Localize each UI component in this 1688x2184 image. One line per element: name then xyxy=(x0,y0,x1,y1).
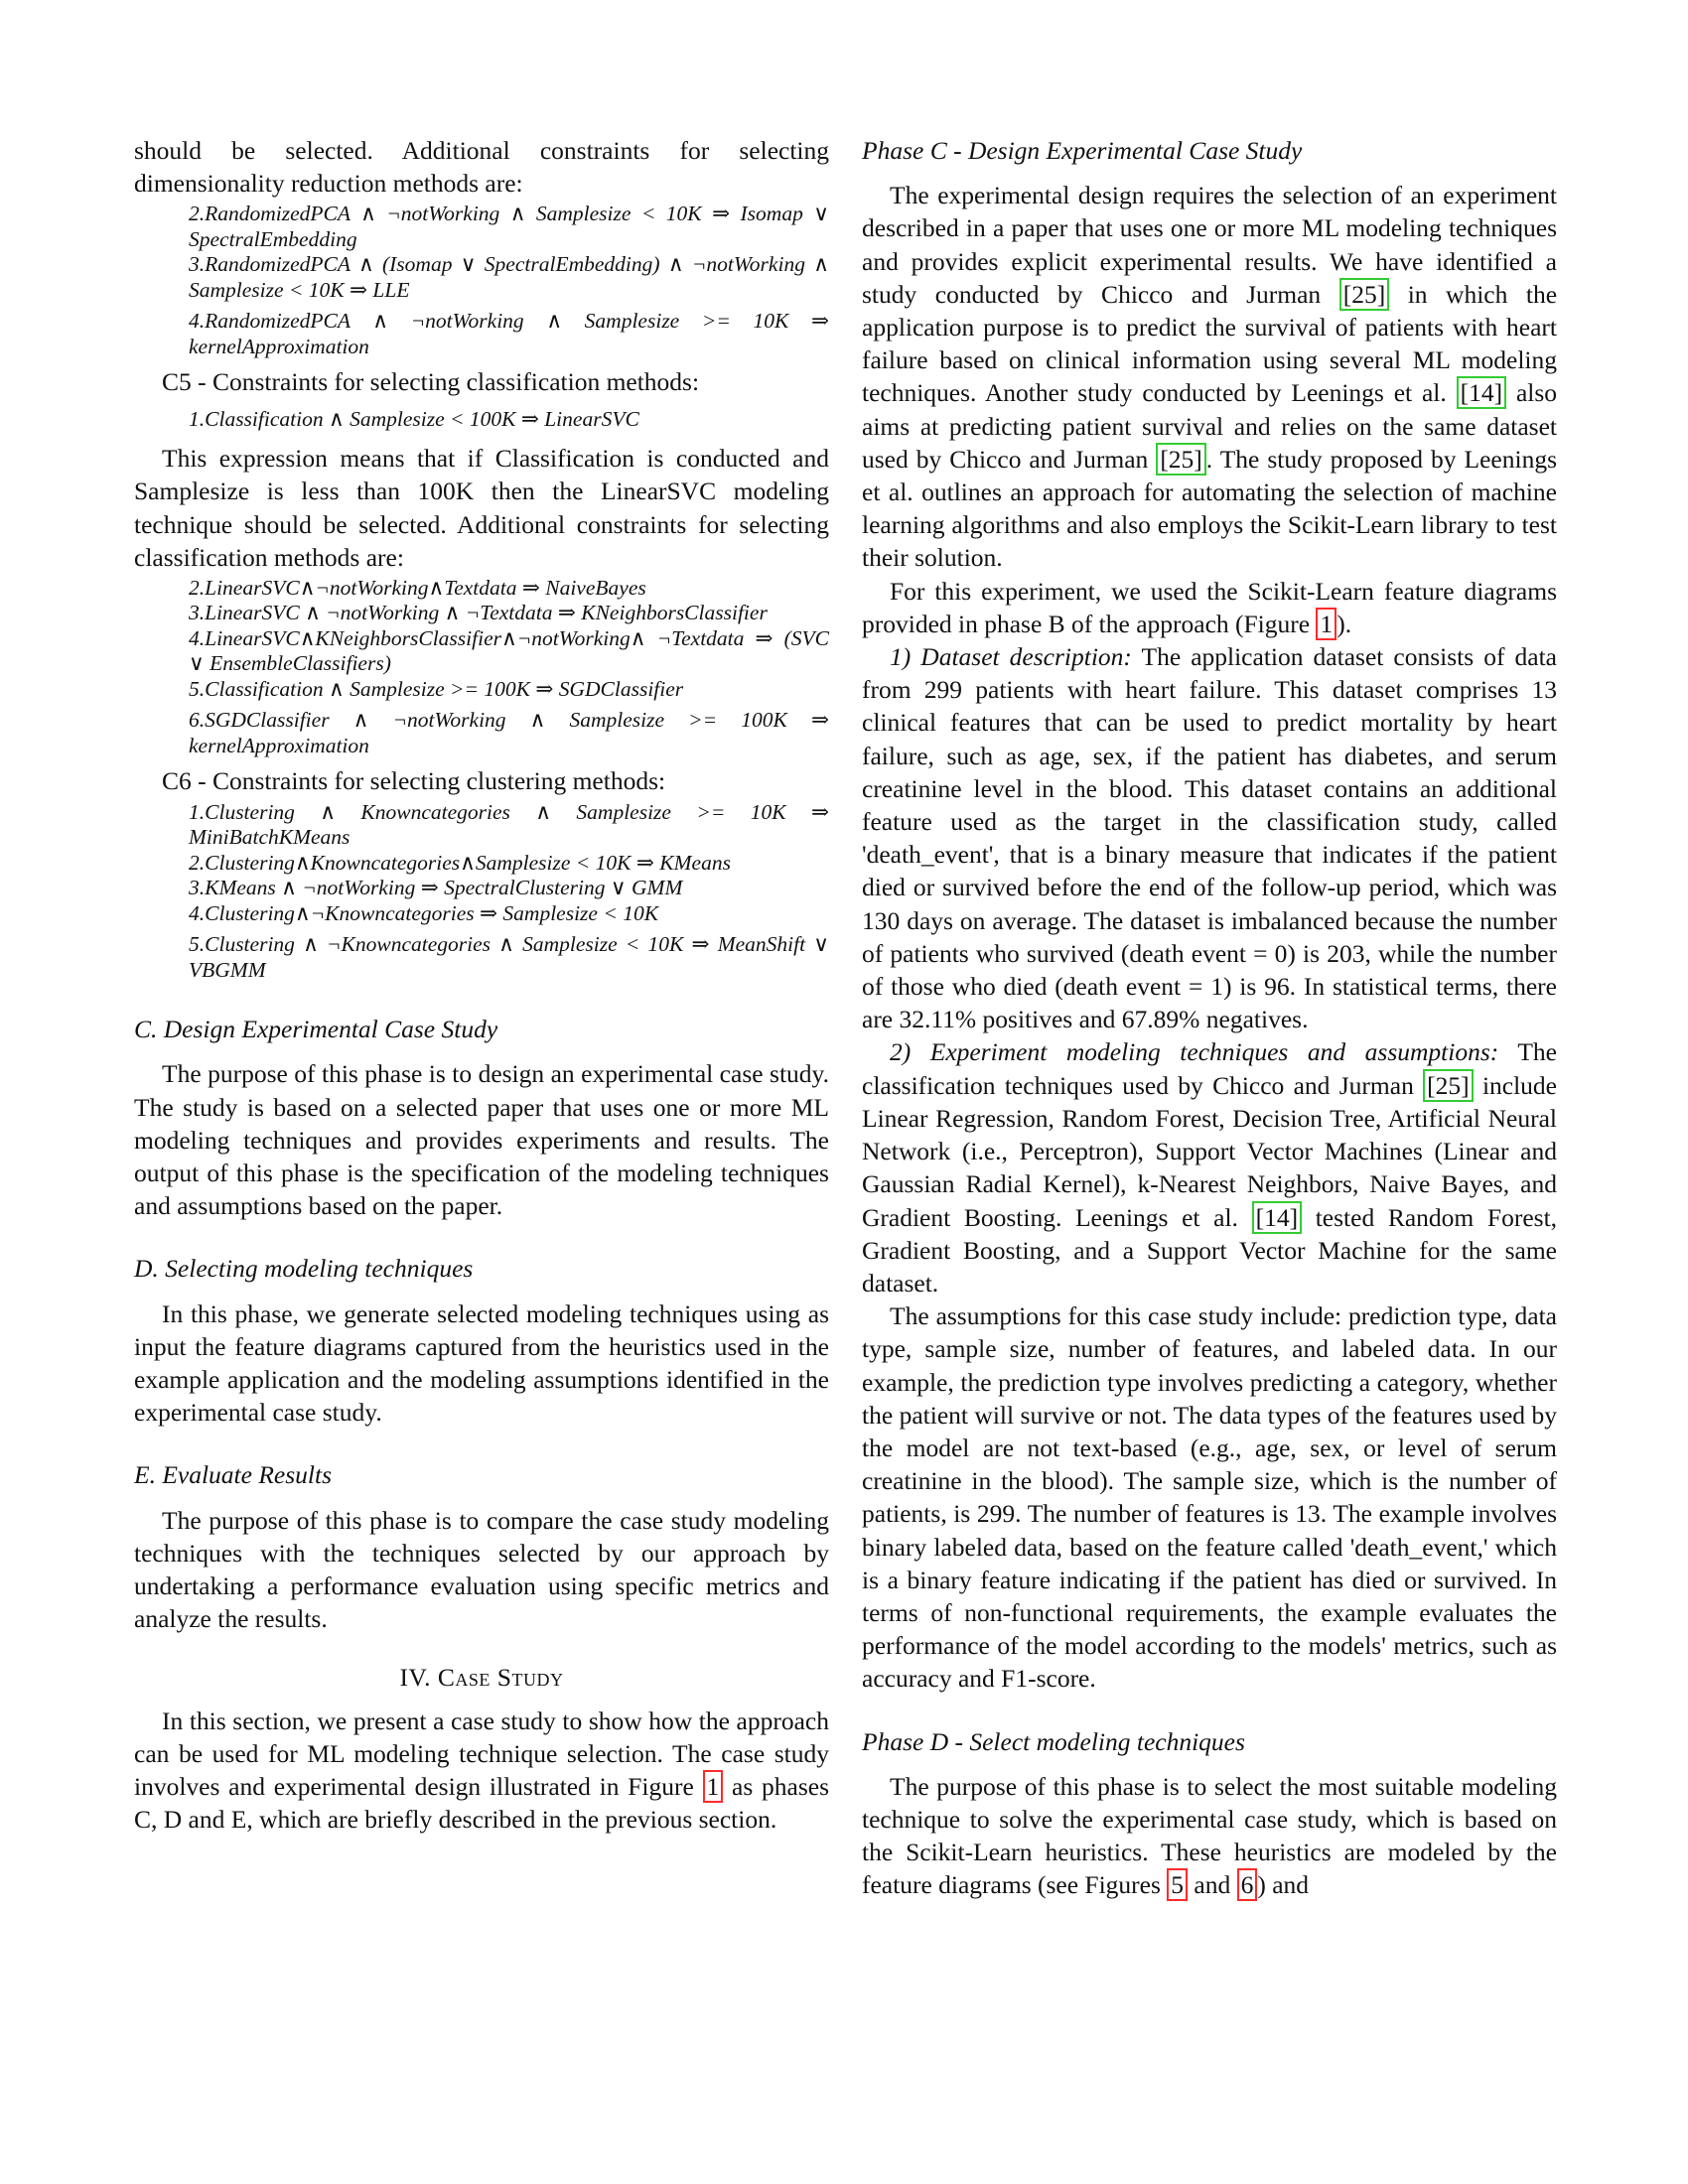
dataset-description xyxy=(862,640,1557,1035)
constraint-line: 1.Clustering ∧ Knowncategories ∧ Samplesize >= 10K ⇒ MiniBatchKMeans xyxy=(189,799,829,850)
text: The application dataset consists of data from 299 patients with heart failure. This dataset comprises 13 clinical features that can be used to predict mortality by heart failure, such as age, sex, if the patient has diabetes, and serum creatinine level in the blood. This dataset contains an additional feature used as the target in the classification study, called 'death_event', that is a binary measure that indicates if the patient died or survived before the end of the follow-up period, which was 130 days on average. The dataset is imbalanced because the number of patients who survived (death event = 0) is 203, while the number of those who died (death event = 1) is 96. In statistical terms, there are 32.11% positives and 67.89% negatives. xyxy=(862,642,1557,1034)
section-c-heading: C. Design Experimental Case Study xyxy=(134,1015,498,1044)
section-c-text: The purpose of this phase is to design an experimental case study. The study is based on a selected paper that uses one or more ML modeling techniques and provides experiments and results. The output of this phase is the specification of the modeling techniques and assumptions based on the paper. xyxy=(134,1059,829,1221)
constraint-line: 3.KMeans ∧ ¬notWorking ⇒ SpectralClustering ∨ GMM xyxy=(189,876,683,900)
figure-ref-link[interactable]: 5 xyxy=(1167,1868,1188,1901)
text: . The study proposed by Leenings et al. outlines an approach for automating the selection of machine learning algorithms and also employs the Scikit-Learn library to test their solution. xyxy=(862,444,1558,573)
c5-first-constraint xyxy=(134,407,829,433)
section-e-heading: E. Evaluate Results xyxy=(134,1460,332,1490)
left-column xyxy=(134,134,829,1836)
constraint-line: 2.Clustering∧Knowncategories∧Samplesize < 10K ⇒ KMeans xyxy=(189,850,731,875)
figure-ref-link[interactable]: 1 xyxy=(703,1770,724,1803)
section-iv-title: Case Study xyxy=(437,1663,564,1693)
intro-paragraph: should be selected. Additional constraints for selecting dimensionality reduction methods are: xyxy=(134,136,829,199)
section-iv-text-b: as phases C, D and E, which are briefly described in the previous section. xyxy=(134,1771,830,1835)
c6-label: C6 - Constraints for selecting clustering methods: xyxy=(162,766,666,796)
subsection-title: 2) Experiment modeling techniques and assumptions: xyxy=(890,1037,1499,1067)
section-d-text: In this phase, we generate selected modeling techniques using as input the feature diagrams captured from the heuristics used in the example application and the modeling assumptions identified in the experimental case study. xyxy=(134,1298,829,1428)
text: ) and xyxy=(1257,1870,1310,1900)
constraint-line: 5.Classification ∧ Samplesize >= 100K ⇒ SGDClassifier xyxy=(189,676,684,701)
text: The experimental design requires the selection of an experiment described in a paper that uses one or more ML modeling techniques and provides explicit experimental results. We have identified a study conducted by Chicco and Jurman xyxy=(862,181,1557,309)
constraint-line: 2.RandomizedPCA ∧ ¬notWorking ∧ Samplesize < 10K ⇒ Isomap ∨ SpectralEmbedding xyxy=(189,202,829,251)
section-d-heading: D. Selecting modeling techniques xyxy=(134,1254,474,1284)
constraint-line: 5.Clustering ∧ ¬Knowncategories ∧ Samplesize < 10K ⇒ MeanShift ∨ VBGMM xyxy=(189,932,829,982)
citation-link[interactable]: [25] xyxy=(1423,1069,1473,1102)
figure-ref-link[interactable]: 1 xyxy=(1316,608,1336,640)
section-iv-text xyxy=(134,1705,829,1837)
section-iv-text-a: In this section, we present a case study to show how the approach can be used for ML modeling technique selection. The case study involves and experimental design illustrated in Figure xyxy=(134,1706,829,1801)
constraint-line: 2.LinearSVC∧¬notWorking∧Textdata ⇒ NaiveBayes xyxy=(189,575,646,600)
section-e-text: The purpose of this phase is to compare the case study modeling techniques with the techniques selected by our approach by undertaking a performance evaluation using specific metrics and analyze the results. xyxy=(134,1505,829,1634)
citation-link[interactable]: [14] xyxy=(1252,1201,1302,1234)
text: The classification techniques used by Chicco and Jurman xyxy=(862,1037,1557,1100)
clustering-constraints xyxy=(134,800,829,984)
dim-reduction-constraints xyxy=(134,202,829,359)
text: The purpose of this phase is to select the most suitable modeling technique to solve the experimental case study, which is based on the Scikit-Learn heuristics. These heuristics are modeled by the feature diagrams (see Figures xyxy=(862,1771,1557,1900)
figure-ref-link[interactable]: 6 xyxy=(1237,1868,1258,1901)
text: include Linear Regression, Random Forest, Decision Tree, Artificial Neural Network (i.e., Perceptron), Support Vector Machines (Linear and Gaussian Radial Kernel), k-Nearest Neighbors, Naive Bayes, and Gradient Boosting. Leenings et al. xyxy=(862,1070,1557,1232)
citation-link[interactable]: [25] xyxy=(1339,278,1389,311)
phase-d-paragraph xyxy=(862,1770,1557,1902)
c5-explanation: This expression means that if Classification is conducted and Samplesize is less than 100K then the LinearSVC modeling technique should be selected. Additional constraints for selecting classification methods are: xyxy=(134,444,829,572)
classification-constraints xyxy=(134,576,829,759)
right-column xyxy=(862,134,1557,1902)
section-iv-number: IV. xyxy=(399,1663,432,1693)
assumptions-paragraph: The assumptions for this case study include: prediction type, data type, sample size, number of features, and labeled data. In our example, the prediction type involves predicting a category, whether the patient will survive or not. The data types of the features used by the model are not text-based (e.g., age, sex, or level of serum creatinine in the blood). The sample size, which is the number of patients, is 299. The number of features is 13. The example involves binary labeled data, based on the feature called 'death_event,' which is a binary feature indicating if the patient has died or survived. In terms of non-functional requirements, the example evaluates the performance of the model according to the models' metrics, such as accuracy and F1-score. xyxy=(862,1301,1557,1694)
constraint-line: 4.RandomizedPCA ∧ ¬notWorking ∧ Samplesize >= 10K ⇒ kernelApproximation xyxy=(189,309,829,358)
citation-link[interactable]: [25] xyxy=(1156,443,1205,476)
phase-c-heading: Phase C - Design Experimental Case Study xyxy=(862,136,1303,165)
text: also aims at predicting patient survival and relies on the same dataset used by Chicco and Jurman xyxy=(862,378,1558,474)
citation-link[interactable]: [14] xyxy=(1457,376,1506,409)
text: tested Random Forest, Gradient Boosting, and a Support Vector Machine for the same dataset. xyxy=(862,1202,1558,1297)
text: and xyxy=(1194,1870,1231,1900)
phase-c-paragraph-2 xyxy=(862,575,1557,640)
text: ). xyxy=(1336,609,1352,638)
section-iv-heading xyxy=(134,1661,829,1694)
constraint-line: 4.Clustering∧¬Knowncategories ⇒ Samplesize < 10K xyxy=(189,900,659,925)
text: in which the application purpose is to predict the survival of patients with heart failure based on clinical information using several ML modeling techniques. Another study conducted by Leenings et al. xyxy=(862,279,1558,408)
constraint-line: 4.LinearSVC∧KNeighborsClassifier∧¬notWorking∧ ¬Textdata ⇒ (SVC ∨ EnsembleClassifiers) xyxy=(189,625,829,676)
modeling-techniques xyxy=(862,1035,1557,1299)
constraint-line: 3.LinearSVC ∧ ¬notWorking ∧ ¬Textdata ⇒ KNeighborsClassifier xyxy=(189,601,768,625)
phase-d-heading: Phase D - Select modeling techniques xyxy=(862,1726,1245,1756)
constraint-line: 3.RandomizedPCA ∧ (Isomap ∨ SpectralEmbedding) ∧ ¬notWorking ∧ Samplesize < 10K ⇒ LLE xyxy=(189,252,829,302)
phase-c-paragraph-1 xyxy=(862,179,1557,574)
constraint-line: 1.Classification ∧ Samplesize < 100K ⇒ LinearSVC xyxy=(189,406,639,431)
c5-label: C5 - Constraints for selecting classification methods: xyxy=(162,367,700,397)
text: For this experiment, we used the Scikit-Learn feature diagrams provided in phase B of the approach (Figure xyxy=(862,576,1557,638)
constraint-line: 6.SGDClassifier ∧ ¬notWorking ∧ Samplesize >= 100K ⇒ kernelApproximation xyxy=(189,708,829,757)
subsection-title: 1) Dataset description: xyxy=(890,642,1132,672)
